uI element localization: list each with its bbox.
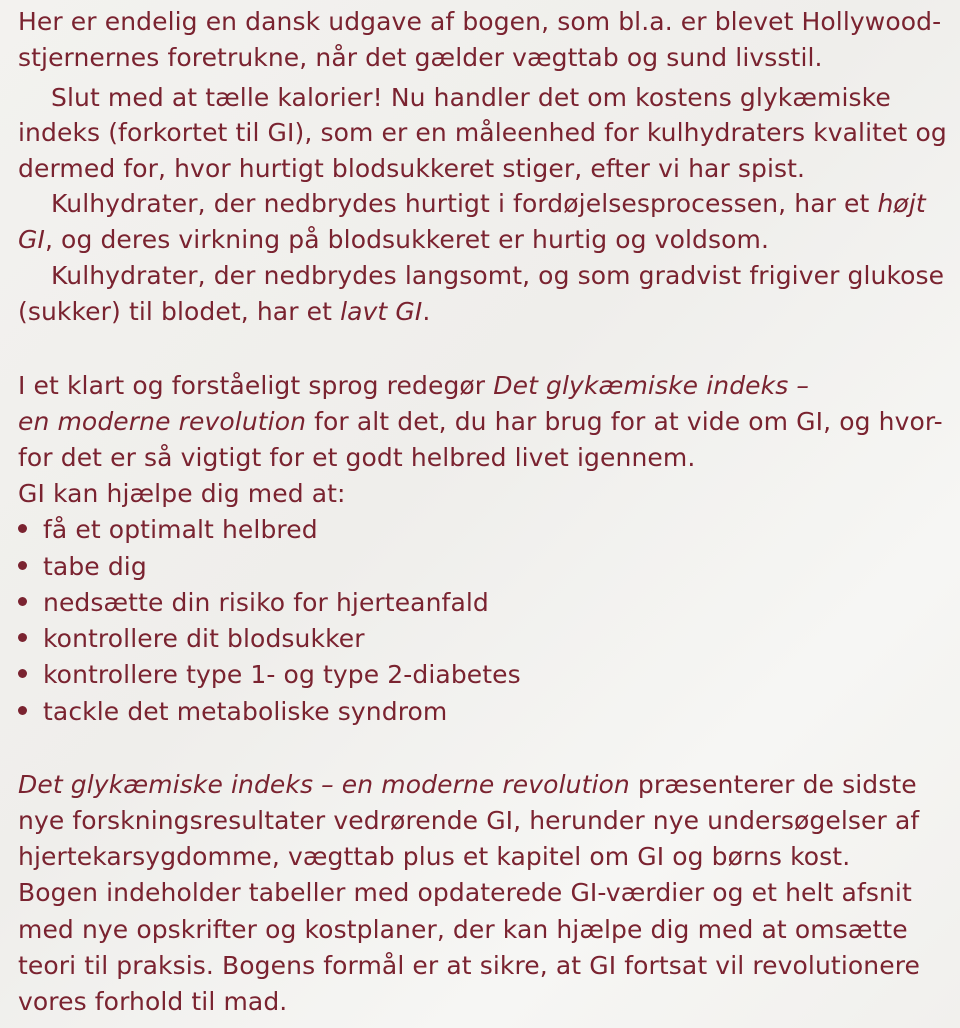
p3-italic-hojt: højt <box>877 189 926 218</box>
p5-line-3: for det er så vigtigt for et godt helbred livet igennem. <box>18 443 696 472</box>
bullet-dot-icon <box>18 669 27 678</box>
p2-line-2: indeks (forkortet til GI), som er en måleenhed for kulhydraters kvalitet og <box>18 118 947 147</box>
p5-line-4: GI kan hjælpe dig med at: <box>18 479 346 508</box>
p6-line-1 <box>18 767 917 803</box>
list-item <box>18 512 318 548</box>
p3-line-1 <box>51 186 926 222</box>
list-item <box>18 549 147 585</box>
bullet-dot-icon <box>18 633 27 642</box>
bullet-dot-icon <box>18 597 27 606</box>
p5-italic-title-1: Det glykæmiske indeks – <box>493 371 809 400</box>
p5-line-1 <box>18 368 809 404</box>
p6-line-5: med nye opskrifter og kostplaner, der kan hjælpe dig med at omsætte <box>18 915 908 944</box>
bullet-dot-icon <box>18 706 27 715</box>
p4-line-2-text: (sukker) til blodet, har et <box>18 297 341 326</box>
bullet-dot-icon <box>18 524 27 533</box>
p6-line-6: teori til praksis. Bogens formål er at sikre, at GI fortsat vil revolutionere <box>18 951 920 980</box>
bullet-dot-icon <box>18 561 27 570</box>
p1-line-2: stjernernes foretrukne, når det gælder vægttab og sund livsstil. <box>18 43 823 72</box>
p2-line-1: Slut med at tælle kalorier! Nu handler det om kostens glykæmiske <box>51 83 891 112</box>
list-item <box>18 694 447 730</box>
p3-line-2-text: , og deres virkning på blodsukkeret er hurtig og voldsom. <box>44 225 769 254</box>
list-item <box>18 657 521 693</box>
p3-line-2 <box>18 222 769 258</box>
p6-line-7: vores forhold til mad. <box>18 987 288 1016</box>
p5-line-1-text: I et klart og forståeligt sprog redegør <box>18 371 494 400</box>
back-cover-text <box>18 0 953 1028</box>
list-item-text: nedsætte din risiko for hjerteanfald <box>43 588 489 617</box>
list-item-text: kontrollere type 1- og type 2-diabetes <box>43 660 521 689</box>
p2-line-3: dermed for, hvor hurtigt blodsukkeret stiger, efter vi har spist. <box>18 154 806 183</box>
p4-line-2 <box>18 294 430 330</box>
p4-line-1: Kulhydrater, der nedbrydes langsomt, og som gradvist frigiver glukose <box>51 261 945 290</box>
list-item-text: tackle det metaboliske syndrom <box>43 697 448 726</box>
list-item-text: få et optimalt helbred <box>43 515 318 544</box>
p4-line-2-end: . <box>422 297 431 326</box>
p6-line-1-text: præsenterer de sidste <box>629 770 917 799</box>
p4-italic-lavt-gi: lavt GI <box>340 297 423 326</box>
p5-italic-title-2: en moderne revolution <box>18 407 307 436</box>
p1-line-1: Her er endelig en dansk udgave af bogen, som bl.a. er blevet Hollywood- <box>18 7 942 36</box>
p5-line-2 <box>18 404 943 440</box>
p6-line-2: nye forskningsresultater vedrørende GI, herunder nye undersøgelser af <box>18 806 920 835</box>
list-item <box>18 585 489 621</box>
p3-line-1-text: Kulhydrater, der nedbrydes hurtigt i fordøjelsesprocessen, har et <box>51 189 878 218</box>
p6-italic-title: Det glykæmiske indeks – en moderne revolution <box>18 770 630 799</box>
p3-italic-gi: GI <box>18 225 45 254</box>
list-item-text: tabe dig <box>43 552 147 581</box>
p5-line-2-text: for alt det, du har brug for at vide om GI, og hvor- <box>306 407 943 436</box>
p6-line-4: Bogen indeholder tabeller med opdaterede GI-værdier og et helt afsnit <box>18 878 912 907</box>
list-item-text: kontrollere dit blodsukker <box>43 624 365 653</box>
list-item <box>18 621 365 657</box>
p6-line-3: hjertekarsygdomme, vægttab plus et kapitel om GI og børns kost. <box>18 842 851 871</box>
